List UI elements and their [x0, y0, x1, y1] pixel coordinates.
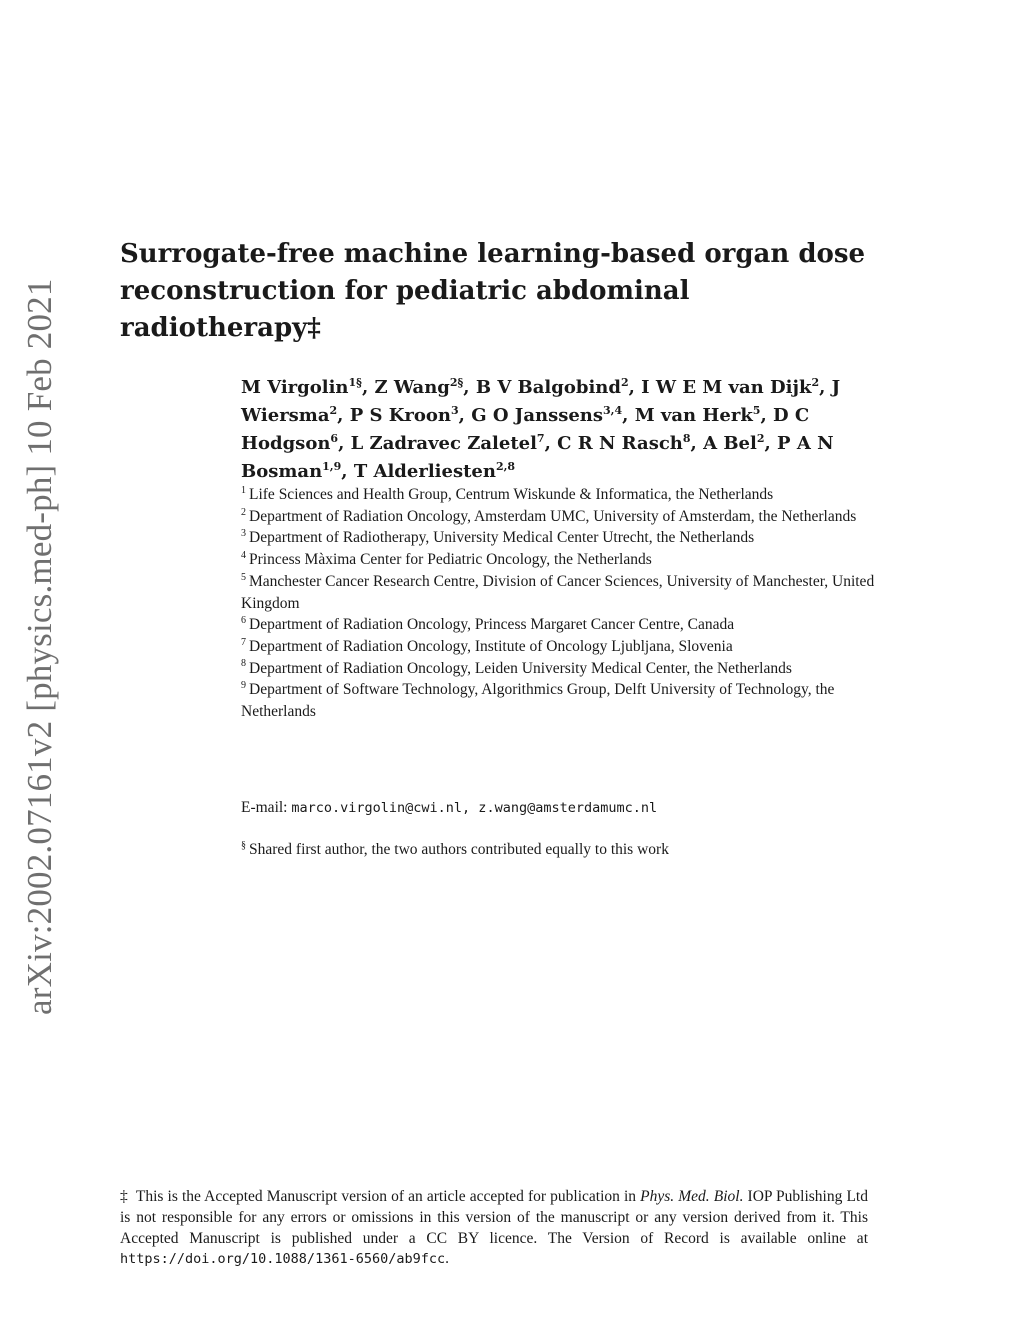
affiliation-item — [241, 658, 881, 680]
author-affiliation-sup: 1§ — [348, 376, 362, 389]
affiliation-text: Department of Radiation Oncology, Amsterdam UMC, University of Amsterdam, the Netherlands — [249, 507, 857, 525]
affiliation-number: 9 — [241, 680, 246, 692]
author-name: B V Balgobind — [475, 377, 621, 398]
author-affiliation-sup: 1,9 — [322, 460, 342, 473]
shared-author-note — [241, 835, 669, 860]
affiliation-number: 4 — [241, 549, 246, 561]
title-text: Surrogate-free machine learning-based organ dose reconstruction for pediatric abdominal radiotherapy — [120, 239, 866, 343]
affiliation-number: 5 — [241, 571, 246, 583]
affiliation-text: Department of Radiation Oncology, Institute of Oncology Ljubljana, Slovenia — [249, 637, 733, 655]
author-affiliation-sup: 2 — [620, 376, 629, 389]
affiliation-item — [241, 527, 881, 549]
footnote-end: . — [445, 1250, 449, 1268]
affiliation-list — [241, 484, 881, 723]
author — [471, 405, 622, 426]
author — [374, 377, 463, 398]
affiliation-item — [241, 679, 881, 722]
affiliation-text: Princess Màxima Center for Pediatric Oncology, the Netherlands — [249, 551, 652, 569]
author — [476, 377, 629, 398]
author — [241, 377, 362, 398]
author-affiliation-sup: 5 — [752, 404, 761, 417]
paper-title — [120, 236, 880, 347]
author — [557, 433, 690, 454]
affiliation-text: Department of Radiotherapy, University Medical Center Utrecht, the Netherlands — [249, 529, 755, 547]
footnote-text-after: IOP Publishing Ltd is not responsible for any errors or omissions in this version of the manuscript or any version derived from it. This Accepted Manuscript is published under a CC BY licence. The Version of Record is available online at — [120, 1188, 868, 1247]
affiliation-text: Department of Software Technology, Algorithmics Group, Delft University of Technology, the Netherlands — [241, 681, 835, 721]
affiliation-text: Manchester Cancer Research Centre, Division of Cancer Sciences, University of Manchester, United Kingdom — [241, 572, 875, 612]
author-name: P A N Bosman — [241, 433, 834, 482]
shared-note-mark: § — [241, 840, 246, 851]
author-name: G O Janssens — [471, 405, 604, 426]
arxiv-side-identifier: arXiv:2002.07161v2 [physics.med-ph] 10 Feb 2021 — [20, 278, 59, 1015]
author-list: M Virgolin$^{1\S}$, Z Wang$^{2\S}$, B V Balgobind$^2$, I W E M van Dijk$^2$, J Wiersma$^2$, P S Kroon$^3$, G O Janssens$^{3,4}$, M van Herk$^5$, D C Hodgson$^6$, L Zadravec Zaletel$^7$, C R N Rasch$^8$, A Bel$^2$, P A N Bosman$^{1,9}$, T Alderliesten$^{2,8}$ — [241, 376, 841, 482]
author-name: M Virgolin — [241, 377, 349, 398]
author-affiliation-sup: 3,4 — [603, 404, 623, 417]
author-name: M van Herk — [634, 405, 753, 426]
author-name: P S Kroon — [349, 405, 452, 426]
affiliation-number: 3 — [241, 528, 246, 540]
author — [351, 433, 545, 454]
author-affiliation-sup: 3 — [451, 404, 459, 417]
email-line — [241, 797, 657, 819]
email-label: E-mail: — [241, 799, 288, 816]
affiliation-item — [241, 614, 881, 636]
affiliation-number: 1 — [241, 484, 246, 496]
footnote-mark: ‡ — [120, 1188, 128, 1205]
affiliation-item — [241, 549, 881, 571]
author — [641, 377, 819, 398]
author-affiliation-sup: 2 — [329, 404, 338, 417]
affiliation-item — [241, 484, 881, 506]
author-name: C R N Rasch — [557, 433, 683, 454]
author-name: D C Hodgson — [241, 405, 810, 454]
affiliation-text: Life Sciences and Health Group, Centrum Wiskunde & Informatica, the Netherlands — [249, 486, 774, 503]
author — [350, 405, 459, 426]
author-name: A Bel — [703, 433, 757, 454]
affiliation-text: Department of Radiation Oncology, Leiden University Medical Center, the Netherlands — [249, 659, 792, 677]
affiliation-number: 7 — [241, 636, 246, 648]
author-name: L Zadravec Zaletel — [350, 433, 537, 454]
author-affiliation-sup: 2§ — [449, 376, 464, 389]
affiliation-number: 8 — [241, 658, 246, 670]
affiliation-text: Department of Radiation Oncology, Princess Margaret Cancer Centre, Canada — [249, 616, 735, 634]
publication-footnote — [120, 1187, 868, 1270]
affiliation-number: 6 — [241, 615, 246, 627]
affiliation-item — [241, 571, 881, 614]
author-affiliation-sup: 2 — [811, 376, 820, 389]
author-name: Z Wang — [374, 377, 450, 398]
email-addresses: marco.virgolin@cwi.nl, z.wang@amsterdamumc.nl — [291, 800, 658, 816]
title-footnote-mark: ‡ — [307, 313, 321, 343]
author-affiliation-sup: 2 — [756, 432, 765, 445]
author-affiliation-sup: 6 — [330, 432, 339, 445]
author-name: T Alderliesten — [353, 461, 496, 482]
affiliation-number: 2 — [241, 506, 246, 518]
author — [354, 461, 515, 482]
affiliation-item — [241, 506, 881, 528]
author — [635, 405, 761, 426]
footnote-text-before: This is the Accepted Manuscript version of an article accepted for publication in — [135, 1188, 637, 1205]
author-name: J Wiersma — [241, 377, 841, 426]
doi-link[interactable]: https://doi.org/10.1088/1361-6560/ab9fcc — [120, 1251, 446, 1268]
shared-note-text: Shared first author, the two authors contributed equally to this work — [249, 841, 669, 859]
journal-name: Phys. Med. Biol. — [640, 1188, 744, 1205]
author-affiliation-sup: 8 — [682, 432, 691, 445]
affiliation-item — [241, 636, 881, 658]
author-name: I W E M van Dijk — [641, 377, 812, 398]
author — [703, 433, 764, 454]
author-affiliation-sup: 2,8 — [495, 460, 516, 473]
author-affiliation-sup: 7 — [536, 432, 545, 445]
